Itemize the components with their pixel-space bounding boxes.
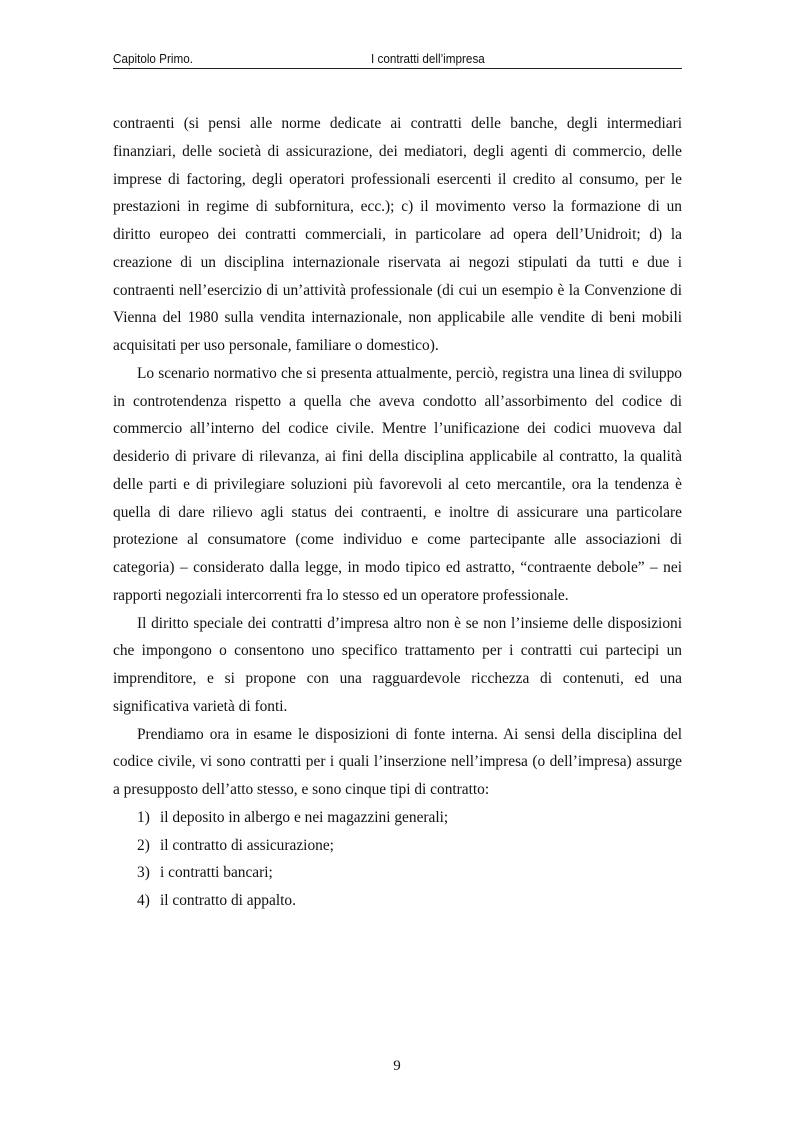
list-item-number: 2) (137, 836, 150, 854)
list-item-text: il contratto di appalto. (160, 892, 296, 909)
list-item (113, 887, 682, 915)
list-item (113, 804, 682, 832)
list-item-text: il deposito in albergo e nei magazzini generali; (160, 808, 449, 826)
paragraph-2: Lo scenario normativo che si presenta attualmente, perciò, registra una linea di sviluppo in controtendenza rispetto a quella che aveva condotto all’assorbimento del codice di commercio all’interno del codice civile. Mentre l’unificazione dei codici muoveva dal desiderio di privare di rilevanza, ai fini della disciplina applicabile al contratto, la qualità delle parti e di privilegiare soluzioni più favorevoli al ceto mercantile, ora la tendenza è quella di dare rilievo agli status dei contraenti, e inoltre di assicurare una particolare protezione al consumatore (come individuo e come partecipante alle associazioni di categoria) – considerato dalla legge, in modo tipico ed astratto, “contraente debole” – nei rapporti negoziali intercorrenti fra lo stesso ed un operatore professionale. (113, 364, 682, 604)
list-item-text: i contratti bancari; (160, 864, 273, 882)
page-number: 9 (393, 1058, 401, 1074)
paragraph-1: contraenti (si pensi alle norme dedicate ai contratti delle banche, degli intermediari finanziari, delle società di assicurazione, dei mediatori, degli agenti di commercio, delle imprese di factoring, degli operatori professionali esercenti il credito al consumo, per le prestazioni in regime di subfornitura, ecc.); c) il movimento verso la formazione di un diritto europeo dei contratti commerciali, in particolare ad opera dell’Unidroit; d) la creazione di un disciplina internazionale riservata ai negozi stipulati da tutti e due i contraenti nell’esercizio di un’attività professionale (di cui un esempio è la Convenzione di Vienna del 1980 sulla vendita internazionale, non applicabile alle vendite di beni mobili acquisitati per uso personale, familiare o domestico). (113, 115, 682, 354)
paragraph-4: Prendiamo ora in esame le disposizioni di fonte interna. Ai sensi della disciplina del codice civile, vi sono contratti per i quali l’inserzione nell’impresa (o dell’impresa) assurge a presupposto dell’atto stesso, e sono cinque tipi di contratto: (113, 725, 682, 798)
list-item-number: 3) (137, 864, 150, 882)
running-header (113, 49, 682, 69)
list-item-text: il contratto di assicurazione; (160, 836, 334, 854)
page-body (113, 110, 682, 915)
header-section-title: I contratti dell’impresa (371, 51, 485, 66)
list-item-number: 4) (137, 892, 150, 909)
list-item (113, 859, 682, 887)
header-chapter-title: Capitolo Primo. (113, 51, 193, 66)
list-item (113, 832, 682, 860)
contract-types-list (113, 804, 682, 915)
paragraph-3: Il diritto speciale dei contratti d’impresa altro non è se non l’insieme delle disposizioni che impongono o consentono uno specifico trattamento per i contratti cui partecipi un imprenditore, e si propone con una ragguardevole ricchezza di contenuti, ed una significativa varietà di fonti. (113, 614, 682, 715)
list-item-number: 1) (137, 808, 150, 826)
